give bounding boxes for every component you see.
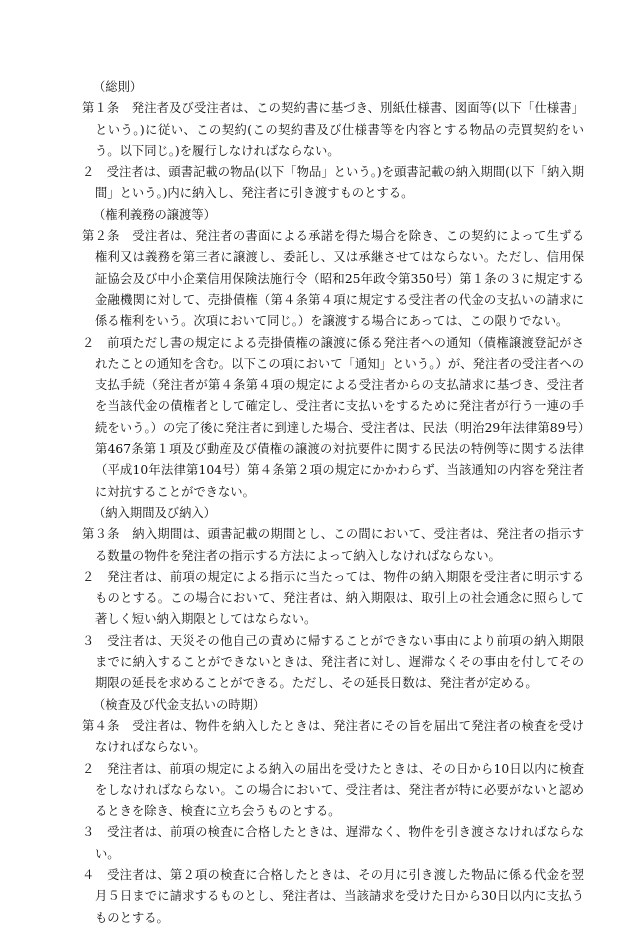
article-3: 第３条 納入期間は、頭書記載の期間とし、この間において、受注者は、発注者の指示する数量の物件を発注者の指示する方法によって納入しなければならない。 (82, 527, 584, 563)
section-heading-assignment: （権利義務の譲渡等） (93, 207, 216, 222)
section-heading-general: （総則） (93, 80, 143, 94)
article-3-paragraph-2: ２ 発注者は、前項の規定による指示に当たっては、物件の納入期限を受注者に明示するものとする。この場合において、発注者は、納入期限は、取引上の社会通念に照らして著しく短い納入期限としてはならない。 (82, 569, 584, 627)
section-heading-inspection-payment: （検査及び代金支払いの時期） (93, 697, 266, 712)
article-4-paragraph-3: ３ 受注者は、前項の検査に合格したときは、遅滞なく、物件を引き渡さなければならない。 (82, 825, 584, 861)
article-4-paragraph-2: ２ 発注者は、前項の規定による納入の届出を受けたときは、その日から10日以内に検査をしなければならない。この場合において、受注者は、発注者が特に必要がないと認めるときを除き、検査に立ち会うものとする。 (82, 761, 584, 819)
article-2-paragraph-2: ２ 前項ただし書の規定による売掛債権の譲渡に係る発注者への通知（債権譲渡登記がされたことの通知を含む。以下この項において「通知」という。）が、発注者の受注者への支払手続（発注者が第４条第４項の規定による受注者からの支払請求に基づき、受注者を当該代金の債権者として確定し、受注者に支払いをするために発注者が行う一連の手続をいう。）の完了後に発注者に到達した場合、受注者は、民法（明治29年法律第89号）第467条第１項及び動産及び債権の譲渡の対抗要件に関する民法の特例等に関する法律（平成10年法律第104号）第４条第２項の規定にかかわらず、当該通知の内容を発注者に対抗することができない。 (82, 335, 584, 499)
section-heading-delivery: （納入期間及び納入） (93, 505, 216, 520)
article-1-paragraph-2: ２ 受注者は、頭書記載の物品(以下「物品」という。)を頭書記載の納入期間(以下「納入期間」という。)内に納入し、発注者に引き渡すものとする。 (82, 165, 584, 201)
article-2: 第２条 受注者は、発注者の書面による承諾を得た場合を除き、この契約によって生ずる権利又は義務を第三者に譲渡し、委託し、又は承継させてはならない。ただし、信用保証協会及び中小企業信用保険法施行令（昭和25年政令第350号）第１条の３に規定する金融機関に対して、売掛債権（第４条第４項に規定する受注者の代金の支払いの請求に係る権利をいう。次項において同じ。）を譲渡する場合にあっては、この限りでない。 (82, 229, 584, 329)
article-4-paragraph-4: ４ 受注者は、第２項の検査に合格したときは、その月に引き渡した物品に係る代金を翌月５日までに請求するものとし、発注者は、当該請求を受けた日から30日以内に支払うものとする。 (82, 867, 584, 925)
article-4: 第４条 受注者は、物件を納入したときは、発注者にその旨を届出て発注者の検査を受けなければならない。 (82, 718, 584, 755)
article-1: 第１条 発注者及び受注者は、この契約書に基づき、別紙仕様書、図面等(以下「仕様書」という。)に従い、この契約(この契約書及び仕様書等を内容とする物品の売買契約をいう。以下同じ。)を履行しなければならない。 (82, 101, 584, 158)
article-3-paragraph-3: ３ 受注者は、天災その他自己の責めに帰することができない事由により前項の納入期限までに納入することができないときは、発注者に対し、遅滞なくその事由を付してその期限の延長を求めることができる。ただし、その延長日数は、発注者が定める。 (82, 633, 584, 691)
